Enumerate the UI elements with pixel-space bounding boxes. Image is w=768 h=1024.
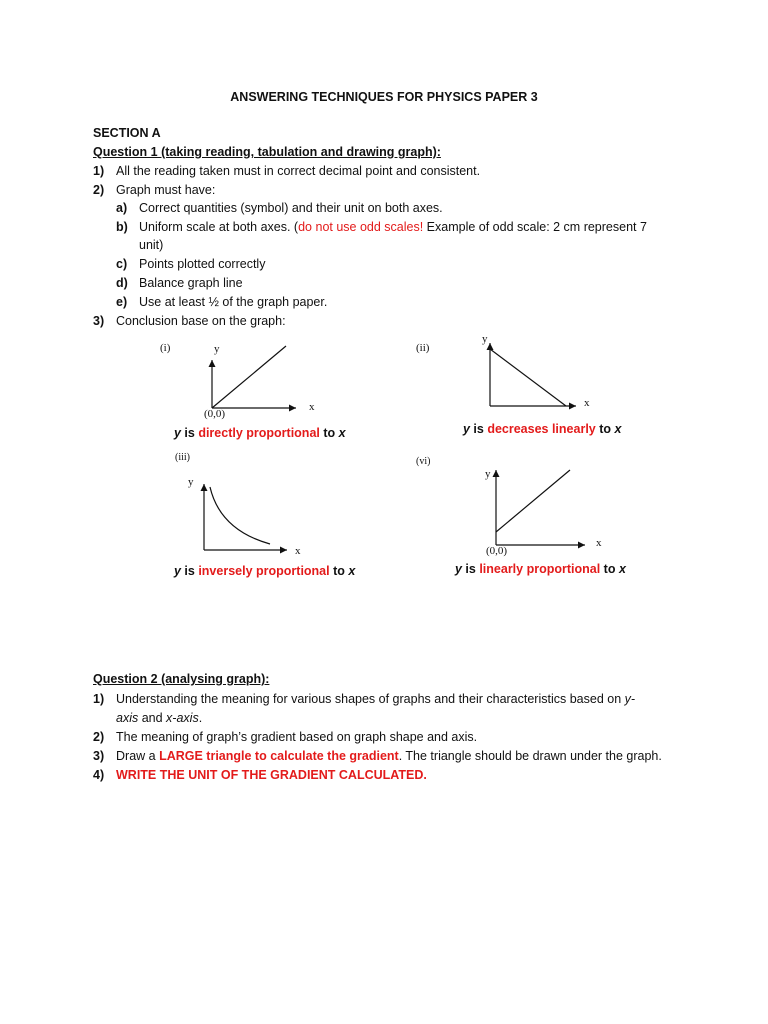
item-number: 3) (93, 749, 105, 763)
q2-item-1 (93, 690, 635, 708)
caption-var: y (174, 564, 181, 578)
item-number: 4) (93, 768, 105, 782)
q2-item-1-cont (116, 709, 202, 727)
caption-x: x (618, 562, 626, 576)
caption-relation: inversely proportional (198, 564, 330, 578)
item-end: . (198, 711, 203, 725)
q1-heading: Question 1 (taking reading, tabulation and drawing graph): (93, 145, 441, 159)
caption-x: x (348, 564, 356, 578)
caption-is: is (469, 422, 488, 436)
caption-is: is (180, 564, 199, 578)
caption-relation: linearly proportional (479, 562, 601, 576)
item-number: 1) (93, 164, 105, 178)
q2-item-3 (93, 747, 662, 765)
caption-x: x (338, 426, 346, 440)
graph-label: (ii) (416, 342, 430, 354)
item-emphasis: LARGE triangle to calculate the gradient (159, 749, 399, 763)
q2-item-2 (93, 728, 477, 746)
item-text: Understanding the meaning for various shapes of graphs and their characteristics based on (116, 692, 625, 706)
origin-label: (0,0) (204, 408, 226, 420)
warning-text: do not use odd scales! (298, 220, 424, 234)
q2-item-4 (93, 766, 427, 784)
sub-text: Balance graph line (139, 276, 243, 290)
graph-curve (210, 487, 270, 544)
x-axis-label: x (584, 397, 590, 409)
graph-line (496, 470, 570, 532)
x-axis-label: x (309, 401, 315, 413)
item-and: and (138, 711, 167, 725)
graph-caption (174, 426, 346, 440)
graph-vi (496, 470, 585, 545)
item-text: Draw a (116, 749, 160, 763)
caption-to: to (329, 564, 349, 578)
caption-relation: directly proportional (198, 426, 320, 440)
caption-relation: decreases linearly (487, 422, 596, 436)
graph-caption (463, 422, 621, 436)
item-text: Graph must have: (116, 183, 216, 197)
caption-to: to (319, 426, 339, 440)
x-axis-label: x (596, 537, 602, 549)
sub-letter: e) (116, 295, 128, 309)
graph-label: (i) (160, 342, 171, 354)
caption-is: is (461, 562, 480, 576)
graph-caption (174, 564, 355, 578)
sub-letter: c) (116, 257, 128, 271)
item-number: 3) (93, 314, 105, 328)
item-text: Conclusion base on the graph: (116, 314, 286, 328)
caption-var: y (455, 562, 462, 576)
q1-sub-b-cont: unit) (139, 238, 164, 252)
sub-text: Use at least ½ of the graph paper. (139, 295, 328, 309)
caption-to: to (600, 562, 619, 576)
item-number: 2) (93, 730, 105, 744)
item-axis: axis (116, 711, 139, 725)
y-axis-label: y (188, 476, 194, 488)
graph-iii (204, 484, 287, 550)
graph-line (490, 349, 566, 406)
caption-var: y (463, 422, 470, 436)
caption-to: to (595, 422, 615, 436)
graph-label: (vi) (416, 456, 431, 467)
item-y-axis: y- (624, 692, 636, 706)
sub-letter: b) (116, 220, 128, 234)
item-emphasis: WRITE THE UNIT OF THE GRADIENT CALCULATED. (116, 768, 427, 782)
caption-x: x (614, 422, 622, 436)
sub-text: Correct quantities (symbol) and their unit on both axes. (139, 201, 443, 215)
sub-text-cont: Example of odd scale: 2 cm represent 7 (423, 220, 647, 234)
item-text: The meaning of graph’s gradient based on graph shape and axis. (116, 730, 478, 744)
y-axis-label: y (485, 468, 491, 480)
origin-label: (0,0) (486, 545, 508, 557)
sub-text: Points plotted correctly (139, 257, 266, 271)
item-text-cont: . The triangle should be drawn under the graph. (398, 749, 662, 763)
item-text: All the reading taken must in correct decimal point and consistent. (116, 164, 481, 178)
sub-text: Uniform scale at both axes. ( (139, 220, 299, 234)
caption-is: is (180, 426, 199, 440)
item-number: 2) (93, 183, 105, 197)
graph-label: (iii) (175, 452, 190, 463)
graph-line (212, 346, 286, 408)
q2-heading: Question 2 (analysing graph): (93, 672, 270, 686)
graph-i (212, 346, 296, 408)
page-title: ANSWERING TECHNIQUES FOR PHYSICS PAPER 3 (230, 90, 538, 104)
sub-letter: d) (116, 276, 128, 290)
section-heading: SECTION A (93, 126, 161, 140)
item-number: 1) (93, 692, 105, 706)
caption-var: y (174, 426, 181, 440)
graph-ii (490, 343, 576, 406)
item-x-axis: x-axis (166, 711, 199, 725)
x-axis-label: x (295, 545, 301, 557)
y-axis-label: y (214, 343, 220, 355)
sub-letter: a) (116, 201, 128, 215)
graph-caption (455, 562, 626, 576)
y-axis-label: y (482, 333, 488, 345)
